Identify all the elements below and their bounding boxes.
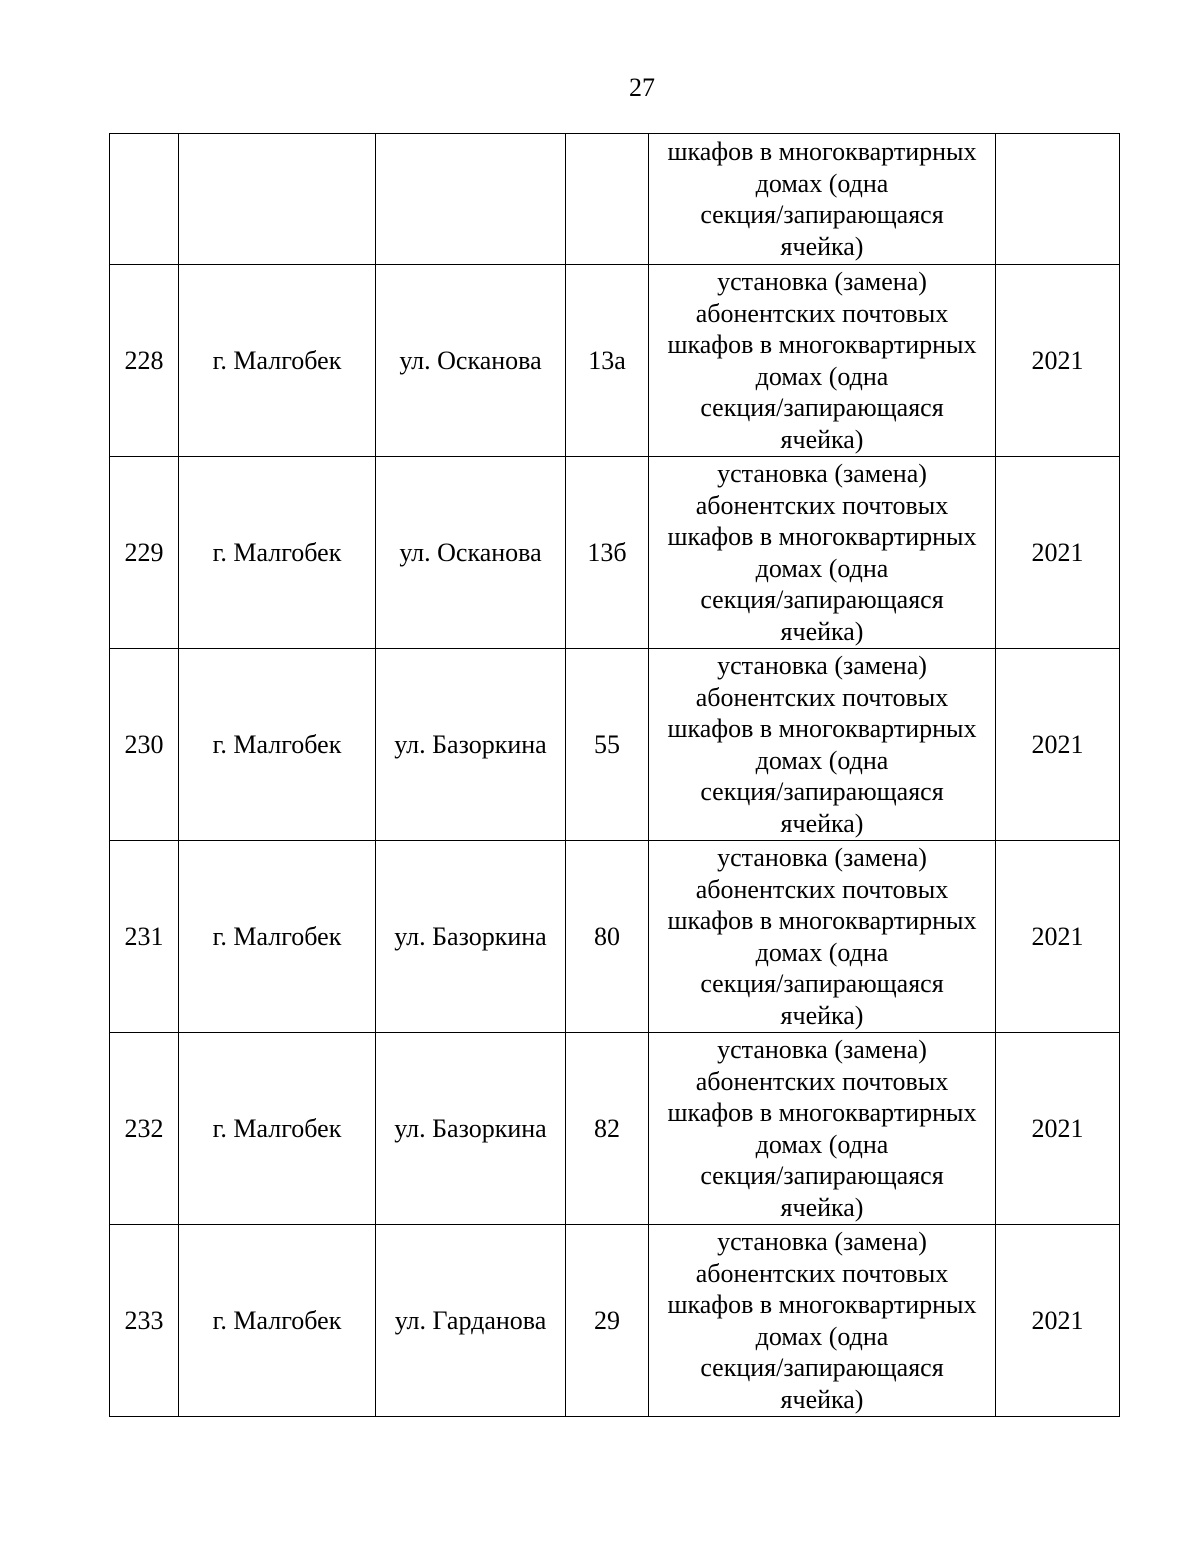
- work-line: ячейка): [780, 616, 864, 646]
- work-line: домах (одна: [755, 937, 889, 967]
- cell-work: [649, 265, 996, 457]
- work-line: установка (замена): [717, 651, 927, 680]
- work-line: секция/запирающаяся: [700, 1161, 944, 1190]
- cell-street: ул. Базоркина: [376, 649, 566, 841]
- cell-city: г. Малгобек: [179, 1033, 376, 1225]
- work-line: шкафов в многоквартирных: [667, 906, 977, 935]
- work-line: секция/запирающаяся: [700, 1353, 944, 1382]
- table-row: [110, 841, 1120, 1033]
- cell-work: [649, 1225, 996, 1417]
- work-line: домах (одна: [755, 1321, 889, 1351]
- table-row: [110, 265, 1120, 457]
- table-row-continuation: [110, 134, 1120, 265]
- table-row: [110, 649, 1120, 841]
- work-line: секция/запирающаяся: [700, 200, 944, 229]
- cell-work: [649, 457, 996, 649]
- work-line: домах (одна: [755, 361, 889, 391]
- cell-year: 2021: [996, 841, 1120, 1033]
- cell-work: [649, 841, 996, 1033]
- cell-street: ул. Гарданова: [376, 1225, 566, 1417]
- work-line: абонентских почтовых: [695, 1258, 949, 1288]
- cell-house: 80: [566, 841, 649, 1033]
- cell-num: 233: [110, 1225, 179, 1417]
- cell-city: г. Малгобек: [179, 457, 376, 649]
- work-line: домах (одна: [755, 168, 889, 198]
- work-line: секция/запирающаяся: [700, 585, 944, 614]
- work-line: установка (замена): [717, 843, 927, 872]
- cell-num: 232: [110, 1033, 179, 1225]
- work-line: абонентских почтовых: [695, 490, 949, 520]
- work-line: шкафов в многоквартирных: [667, 330, 977, 359]
- work-line: абонентских почтовых: [695, 1066, 949, 1096]
- cell-work: [649, 1033, 996, 1225]
- work-line: установка (замена): [717, 459, 927, 488]
- cell-year: 2021: [996, 649, 1120, 841]
- table-row: [110, 1225, 1120, 1417]
- work-line: домах (одна: [755, 1129, 889, 1159]
- table-row: [110, 1033, 1120, 1225]
- work-line: шкафов в многоквартирных: [667, 1290, 977, 1319]
- table-row: [110, 457, 1120, 649]
- cell-street: ул. Осканова: [376, 457, 566, 649]
- work-line: ячейка): [780, 231, 864, 261]
- address-table: [109, 133, 1120, 1417]
- work-line: домах (одна: [755, 745, 889, 775]
- work-line: домах (одна: [755, 553, 889, 583]
- cell-num: [110, 134, 179, 265]
- work-line: абонентских почтовых: [695, 874, 949, 904]
- page-number: 27: [629, 73, 655, 102]
- cell-house: 29: [566, 1225, 649, 1417]
- work-line: шкафов в многоквартирных: [667, 1098, 977, 1127]
- cell-year: [996, 134, 1120, 265]
- work-line: ячейка): [780, 1384, 864, 1414]
- cell-num: 230: [110, 649, 179, 841]
- cell-house: 82: [566, 1033, 649, 1225]
- cell-house: 13б: [566, 457, 649, 649]
- cell-city: [179, 134, 376, 265]
- cell-house: 13а: [566, 265, 649, 457]
- work-line: секция/запирающаяся: [700, 969, 944, 998]
- cell-city: г. Малгобек: [179, 1225, 376, 1417]
- cell-street: ул. Базоркина: [376, 1033, 566, 1225]
- cell-year: 2021: [996, 1033, 1120, 1225]
- cell-house: 55: [566, 649, 649, 841]
- cell-house: [566, 134, 649, 265]
- work-line: установка (замена): [717, 1227, 927, 1256]
- cell-city: г. Малгобек: [179, 265, 376, 457]
- work-line: ячейка): [780, 808, 864, 838]
- cell-work: [649, 649, 996, 841]
- cell-num: 228: [110, 265, 179, 457]
- work-line: установка (замена): [717, 267, 927, 296]
- work-line: ячейка): [780, 1192, 864, 1222]
- cell-street: [376, 134, 566, 265]
- cell-work: [649, 134, 996, 265]
- work-line: ячейка): [780, 424, 864, 454]
- work-line: секция/запирающаяся: [700, 777, 944, 806]
- cell-street: ул. Базоркина: [376, 841, 566, 1033]
- cell-year: 2021: [996, 1225, 1120, 1417]
- work-line: установка (замена): [717, 1035, 927, 1064]
- cell-city: г. Малгобек: [179, 841, 376, 1033]
- work-line: шкафов в многоквартирных: [667, 137, 977, 166]
- work-line: абонентских почтовых: [695, 298, 949, 328]
- work-line: шкафов в многоквартирных: [667, 522, 977, 551]
- work-line: шкафов в многоквартирных: [667, 714, 977, 743]
- work-line: абонентских почтовых: [695, 682, 949, 712]
- cell-num: 229: [110, 457, 179, 649]
- table-body: [110, 134, 1120, 1417]
- work-line: ячейка): [780, 1000, 864, 1030]
- cell-city: г. Малгобек: [179, 649, 376, 841]
- cell-year: 2021: [996, 457, 1120, 649]
- cell-num: 231: [110, 841, 179, 1033]
- work-line: секция/запирающаяся: [700, 393, 944, 422]
- cell-street: ул. Осканова: [376, 265, 566, 457]
- cell-year: 2021: [996, 265, 1120, 457]
